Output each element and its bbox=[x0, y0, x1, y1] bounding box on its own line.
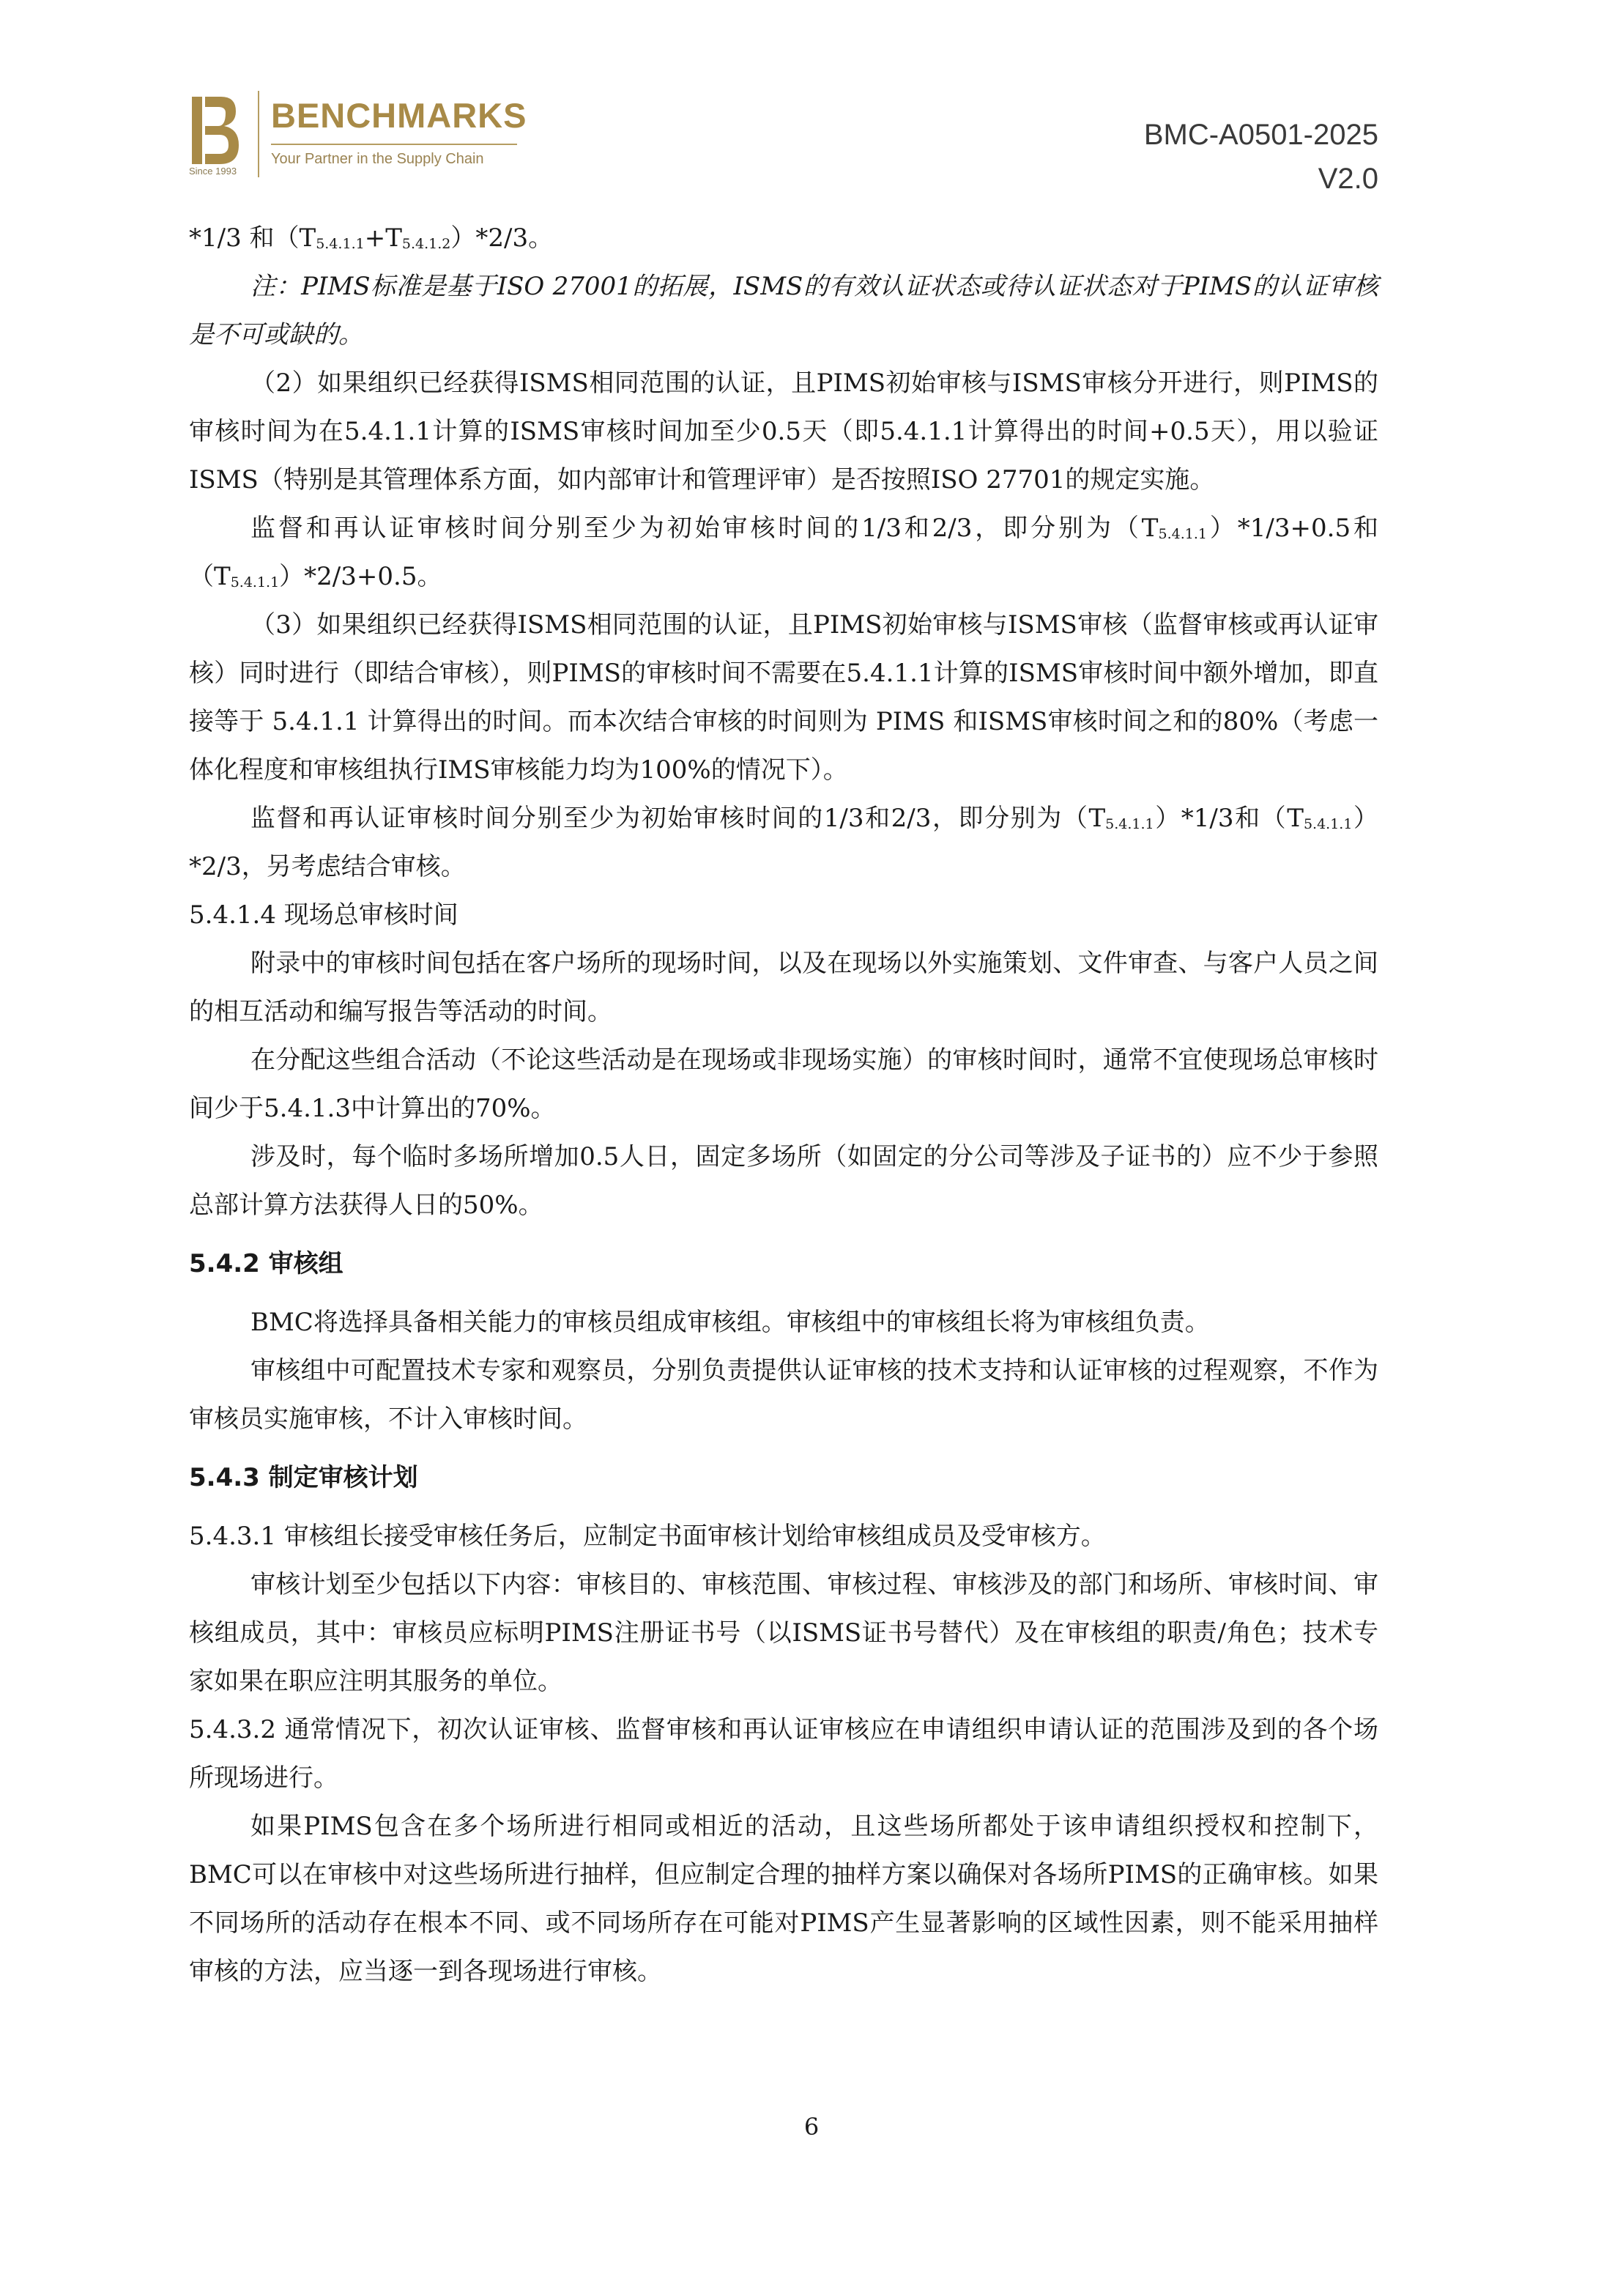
benchmarks-logo-icon bbox=[189, 94, 242, 167]
section-heading-5414: 5.4.1.4 现场总审核时间 bbox=[189, 900, 458, 930]
paragraph-surveillance-2: 监督和再认证审核时间分别至少为初始审核时间的1/3和2/3，即分别为$(T_{5.4.1.1})*1/3$和$(T_{5.4.1.1})*2/3$，另考虑结合审核。 bbox=[189, 804, 1379, 881]
document-version: V2.0 bbox=[1318, 163, 1378, 195]
document-body bbox=[189, 214, 1378, 1996]
paragraph-plan-contents: 审核计划至少包括以下内容：审核目的、审核范围、审核过程、审核涉及的部门和场所、审核时间、审核组成员，其中：审核员应标明PIMS注册证书号（以ISMS证书号替代）及在审核组的职责/角色；技术专家如果在职应注明其服务的单位。 bbox=[189, 1570, 1378, 1696]
paragraph-5431: 5.4.3.1 审核组长接受审核任务后，应制定书面审核计划给审核组成员及受审核方。 bbox=[189, 1522, 1106, 1551]
paragraph-formula: *1/3 和$(T_{5.4.1.1}+T_{5.4.1.2})*2/3$。 bbox=[189, 223, 554, 253]
paragraph-appendix-time: 附录中的审核时间包括在客户场所的现场时间，以及在现场以外实施策划、文件审查、与客户人员之间的相互活动和编写报告等活动的时间。 bbox=[189, 949, 1378, 1026]
brand-name: BENCHMARKS bbox=[271, 96, 527, 135]
paragraph-case-3: （3）如果组织已经获得ISMS相同范围的认证，且PIMS初始审核与ISMS审核（监督审核或再认证审核）同时进行（即结合审核），则PIMS的审核时间不需要在5.4.1.1计算的ISMS审核时间中额外增加，即直接等于 5.4.1.1 计算得出的时间。而本次结合审核的时间则为 PIMS 和ISMS审核时间之和的80%（考虑一体化程度和审核组执行IMS审核能力均为100%的情况下）。 bbox=[189, 610, 1378, 785]
logo-divider bbox=[258, 91, 259, 177]
document-code: BMC-A0501-2025 bbox=[1143, 119, 1378, 151]
paragraph-audit-team: BMC将选择具备相关能力的审核员组成审核组。审核组中的审核组长将为审核组负责。 bbox=[250, 1308, 1210, 1337]
paragraph-case-2: （2）如果组织已经获得ISMS相同范围的认证，且PIMS初始审核与ISMS审核分开进行，则PIMS的审核时间为在5.4.1.1计算的ISMS审核时间加至少0.5天（即5.4.1.1计算得出的时间+0.5天），用以验证ISMS（特别是其管理体系方面，如内部审计和管理评审）是否按照ISO 27701的规定实施。 bbox=[189, 369, 1378, 495]
section-heading-542: 5.4.2 审核组 bbox=[189, 1249, 343, 1278]
section-heading-543: 5.4.3 制定审核计划 bbox=[189, 1463, 418, 1492]
paragraph-allocation: 在分配这些组合活动（不论这些活动是在现场或非现场实施）的审核时间时，通常不宜使现场总审核时间少于5.4.1.3中计算出的70%。 bbox=[189, 1045, 1378, 1123]
paragraph-multisite: 涉及时，每个临时多场所增加0.5人日，固定多场所（如固定的分公司等涉及子证书的）应不少于参照总部计算方法获得人日的50%。 bbox=[189, 1142, 1378, 1220]
logo-since-text: Since 1993 bbox=[189, 166, 237, 177]
paragraph-experts: 审核组中可配置技术专家和观察员，分别负责提供认证审核的技术支持和认证审核的过程观察，不作为审核员实施审核，不计入审核时间。 bbox=[189, 1356, 1378, 1434]
note-paragraph: 注：PIMS标准是基于ISO 27001的拓展，ISMS的有效认证状态或待认证状态对于PIMS的认证审核是不可或缺的。 bbox=[189, 272, 1378, 349]
paragraph-5432: 5.4.3.2 通常情况下，初次认证审核、监督审核和再认证审核应在申请组织申请认证的范围涉及到的各个场所现场进行。 bbox=[189, 1715, 1378, 1793]
brand-tagline: Your Partner in the Supply Chain bbox=[271, 151, 484, 167]
brand-underline bbox=[271, 144, 517, 145]
paragraph-sampling: 如果PIMS包含在多个场所进行相同或相近的活动，且这些场所都处于该申请组织授权和控制下，BMC可以在审核中对这些场所进行抽样，但应制定合理的抽样方案以确保对各场所PIMS的正确审核。如果不同场所的活动存在根本不同、或不同场所存在可能对PIMS产生显著影响的区域性因素，则不能采用抽样审核的方法，应当逐一到各现场进行审核。 bbox=[189, 1812, 1378, 1986]
company-logo bbox=[189, 89, 527, 177]
page-number: 6 bbox=[803, 2113, 820, 2141]
paragraph-surveillance-1: 监督和再认证审核时间分别至少为初始审核时间的1/3和2/3，即分别为$(T_{5.4.1.1})*1/3+0.5$和$(T_{5.4.1.1})*2/3+0.5$。 bbox=[189, 514, 1378, 591]
